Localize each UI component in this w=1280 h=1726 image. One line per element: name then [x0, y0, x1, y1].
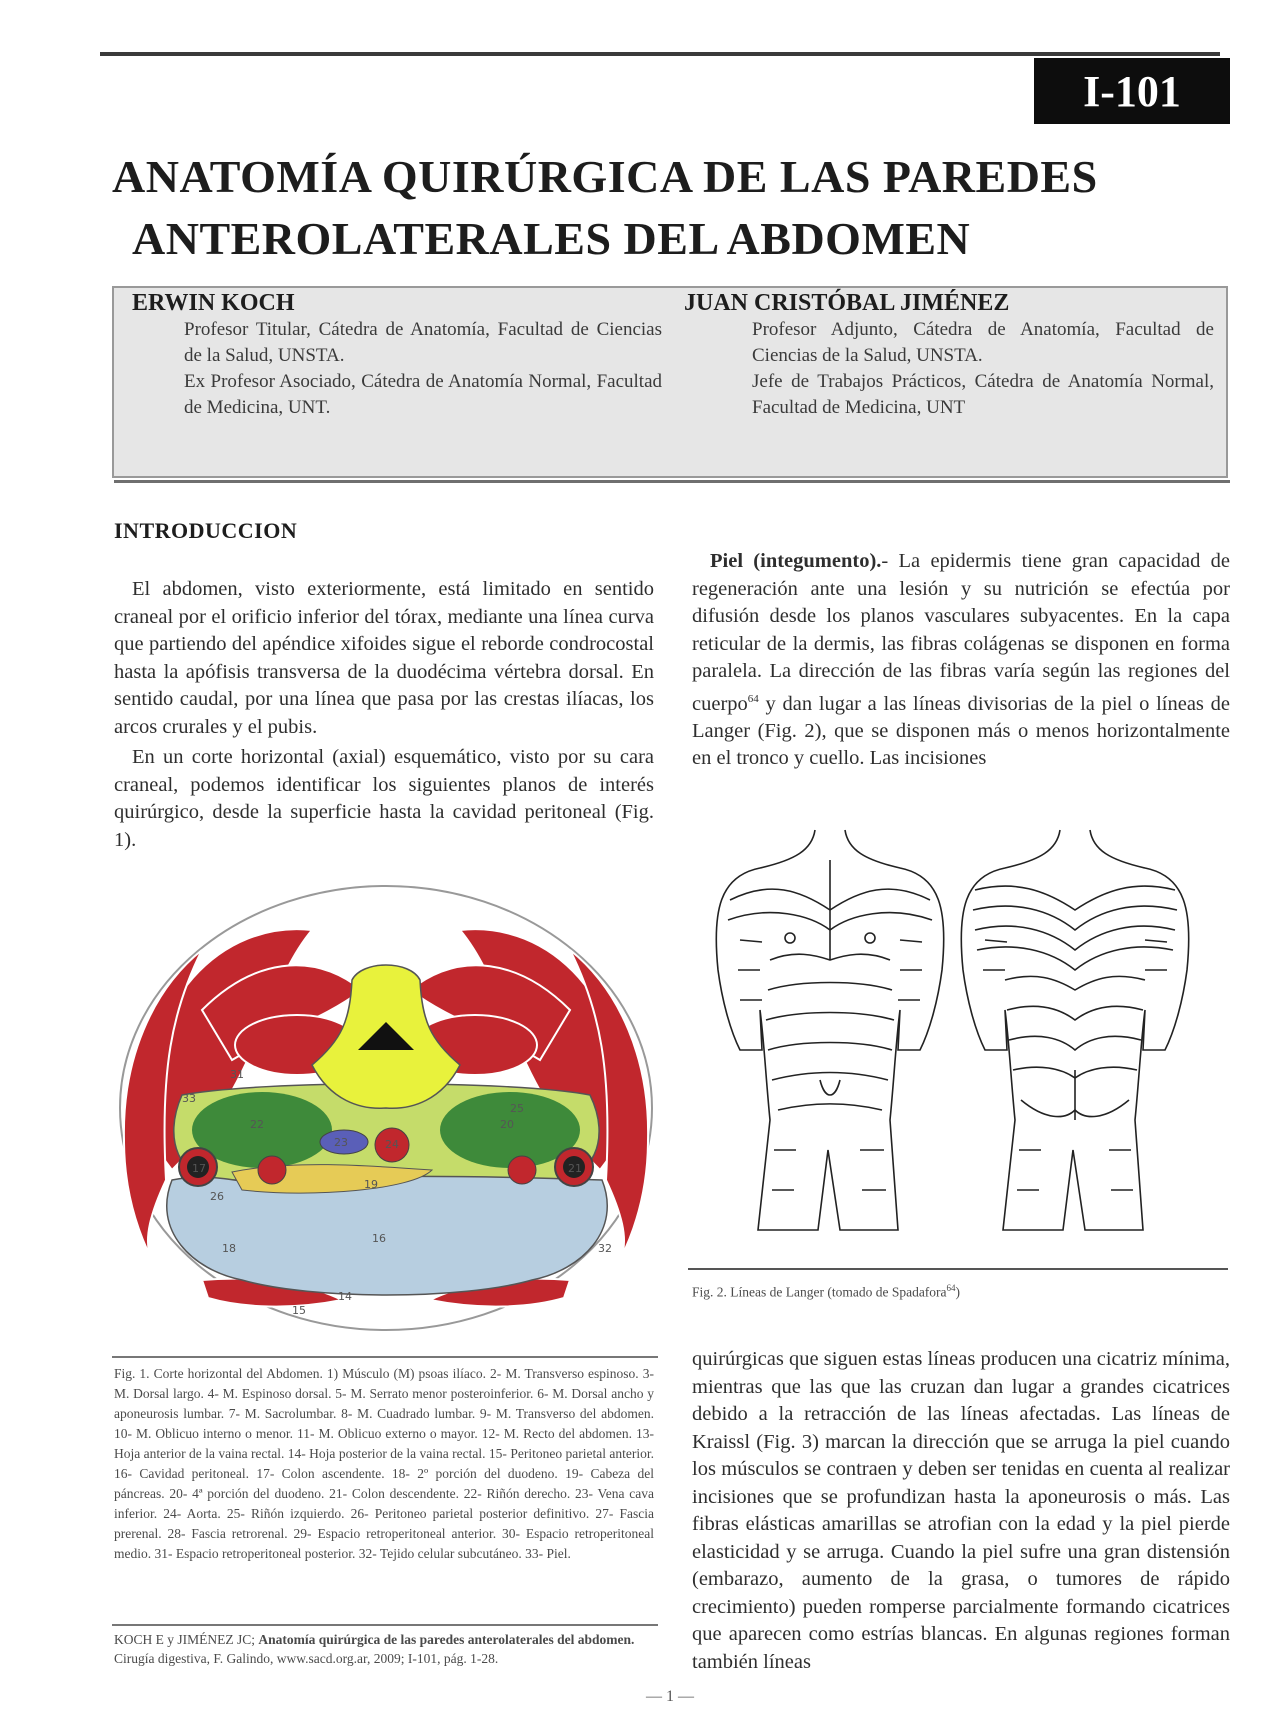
fig1-label: 18 [222, 1242, 236, 1255]
author-2-affiliation-1: Profesor Adjunto, Cátedra de Anatomía, Facultad de Ciencias de la Salud, UNSTA. [752, 319, 1214, 366]
fig1-label: 26 [210, 1190, 224, 1203]
piel-text-b: y dan lugar a las líneas divisorias de la piel o líneas de Langer (Fig. 2), que se disponen más o menos horizontalmente en el tronco y cuello. Las incisiones [692, 692, 1230, 770]
duodeno [258, 1156, 286, 1184]
intro-paragraph-2: En un corte horizontal (axial) esquemático, visto por su cara craneal, podemos identificar los siguientes planos de interés quirúrgico, desde la superficie hasta la cavidad peritoneal (Fig. 1). [114, 746, 654, 851]
fig1-label: 33 [182, 1092, 196, 1105]
fig1-label: 23 [334, 1136, 348, 1149]
figure-1-abdomen-cross-section [112, 880, 660, 1340]
title-line-2: ANTEROLATERALES DEL ABDOMEN [132, 213, 971, 264]
author-1-affiliation-2: Ex Profesor Asociado, Cátedra de Anatomía Normal, Facultad de Medicina, UNT. [184, 371, 662, 418]
piel-heading: Piel (integumento). [710, 550, 882, 572]
author-1-affiliation-1: Profesor Titular, Cátedra de Anatomía, Facultad de Ciencias de la Salud, UNSTA. [184, 319, 662, 366]
chapter-code: I-101 [1083, 66, 1181, 116]
figure-2-caption [692, 1278, 1222, 1303]
peritoneal-cavity [167, 1176, 608, 1295]
top-rule [100, 52, 1220, 56]
fig1-label: 31 [230, 1068, 244, 1081]
author-2-affiliation-2: Jefe de Trabajos Prácticos, Cátedra de Anatomía Normal, Facultad de Medicina, UNT [752, 371, 1214, 418]
figure-2-langer-lines [700, 820, 1220, 1240]
fig2-caption-close: ) [955, 1284, 961, 1300]
fig1-label: 24 [385, 1138, 399, 1151]
chapter-code-badge [1034, 58, 1230, 124]
piel-continuation [692, 1346, 1230, 1679]
intro-text [114, 576, 654, 857]
page-number: — 1 — [646, 1688, 694, 1705]
front-body [716, 830, 944, 1230]
section-heading-introduccion: INTRODUCCION [114, 518, 298, 543]
fig1-label: 16 [372, 1232, 386, 1245]
fig1-label: 14 [338, 1290, 352, 1303]
fig1-label: 20 [500, 1118, 514, 1131]
fig1-label: 19 [364, 1178, 378, 1191]
authors-box [112, 286, 1228, 478]
reference-rule [112, 1624, 658, 1626]
fig2-footnote-ref: 64 [946, 1283, 956, 1293]
intro-paragraph-1: El abdomen, visto exteriormente, está limitado en sentido craneal por el orificio inferior del tórax, mediante una línea curva que partiendo del apéndice xifoides sigue el reborde condrocostal hasta la apófisis transversa de la duodécima vértebra dorsal. En sentido caudal, por una línea que pasa por las crestas ilíacas, los arcos crurales y el pubis. [114, 578, 654, 738]
piel-text-a: - La epidermis tiene gran capacidad de regeneración ante una lesión y su nutrición se efectúa por difusión desde los planos vasculares subyacentes. En la capa reticular de la dermis, las fibras colágenas se disponen en forma paralela. La dirección de las fibras varía según las regiones del cuerpo [692, 550, 1231, 715]
author-2-name: JUAN CRISTÓBAL JIMÉNEZ [684, 290, 1010, 316]
citation-authors: KOCH E y JIMÉNEZ JC; [114, 1632, 259, 1647]
author-1 [132, 290, 662, 421]
piel-text [692, 548, 1230, 776]
author-1-name: ERWIN KOCH [132, 290, 295, 316]
fig1-label: 17 [192, 1162, 206, 1175]
title-line-1: ANATOMÍA QUIRÚRGICA DE LAS PAREDES [112, 151, 1098, 202]
back-body [961, 830, 1189, 1230]
fig2-caption-text: Fig. 2. Líneas de Langer (tomado de Spadafora [692, 1284, 947, 1300]
article-title [112, 146, 1098, 270]
fig2-caption-rule [688, 1268, 1228, 1270]
citation-source: Cirugía digestiva, F. Galindo, www.sacd.org.ar, 2009; I-101, pág. 1-28. [114, 1651, 499, 1666]
fig1-caption-rule [112, 1356, 658, 1358]
citation-title: Anatomía quirúrgica de las paredes anterolaterales del abdomen. [258, 1632, 635, 1647]
citation [114, 1630, 660, 1668]
fig1-label: 21 [568, 1162, 582, 1175]
piel-continuation-text: quirúrgicas que siguen estas líneas producen una cicatriz mínima, mientras que las que las cruzan dan lugar a grandes cicatrices debido a la retracción de las líneas afectadas. Las líneas de Kraissl (Fig. 3) marcan la dirección que se arruga la piel cuando los músculos se contraen y deben ser tenidas en cuenta al realizar incisiones que se profundizan hasta la aponeurosis o más. Las fibras elásticas amarillas se atrofian con la edad y la piel pierde elasticidad y se arruga. Cuando la piel sufre una gran distensión (embarazo, aumento de la grasa, o tumores de rápido crecimiento) pueden romperse parcialmente formando cicatrices que aparecen como estrías blancas. En algunas regiones forman también líneas [692, 1348, 1230, 1673]
fig1-label: 22 [250, 1118, 264, 1131]
duodeno-4 [508, 1156, 536, 1184]
figure-1-caption: Fig. 1. Corte horizontal del Abdomen. 1) Músculo (M) psoas ilíaco. 2- M. Transverso espinoso. 3- M. Dorsal largo. 4- M. Espinoso dorsal. 5- M. Serrato menor posteroinferior. 6- M. Dorsal ancho y aponeurosis lumbar. 7- M. Sacrolumbar. 8- M. Cuadrado lumbar. 9- M. Transverso del abdomen. 10- M. Oblicuo interno o menor. 11- M. Oblicuo externo o mayor. 12- M. Recto del abdomen. 13- Hoja anterior de la vaina rectal. 14- Hoja posterior de la vaina rectal. 15- Peritoneo parietal anterior. 16- Cavidad peritoneal. 17- Colon ascendente. 18- 2º porción del duodeno. 19- Cabeza del páncreas. 20- 4ª porción del duodeno. 21- Colon descendente. 22- Riñón derecho. 23- Vena cava inferior. 24- Aorta. 25- Riñón izquierdo. 26- Peritoneo parietal posterior definitivo. 27- Fascia prerenal. 28- Fascia retrorenal. 29- Espacio retroperitoneal anterior. 30- Espacio retroperitoneal medio. 31- Espacio retroperitoneal posterior. 32- Tejido celular subcutáneo. 33- Piel. [114, 1366, 654, 1561]
piel-footnote-ref: 64 [747, 692, 759, 705]
fig1-label: 25 [510, 1102, 524, 1115]
fig1-label: 32 [598, 1242, 612, 1255]
authors-box-shadow [114, 480, 1230, 483]
fig1-label: 15 [292, 1304, 306, 1317]
author-2 [684, 290, 1214, 421]
